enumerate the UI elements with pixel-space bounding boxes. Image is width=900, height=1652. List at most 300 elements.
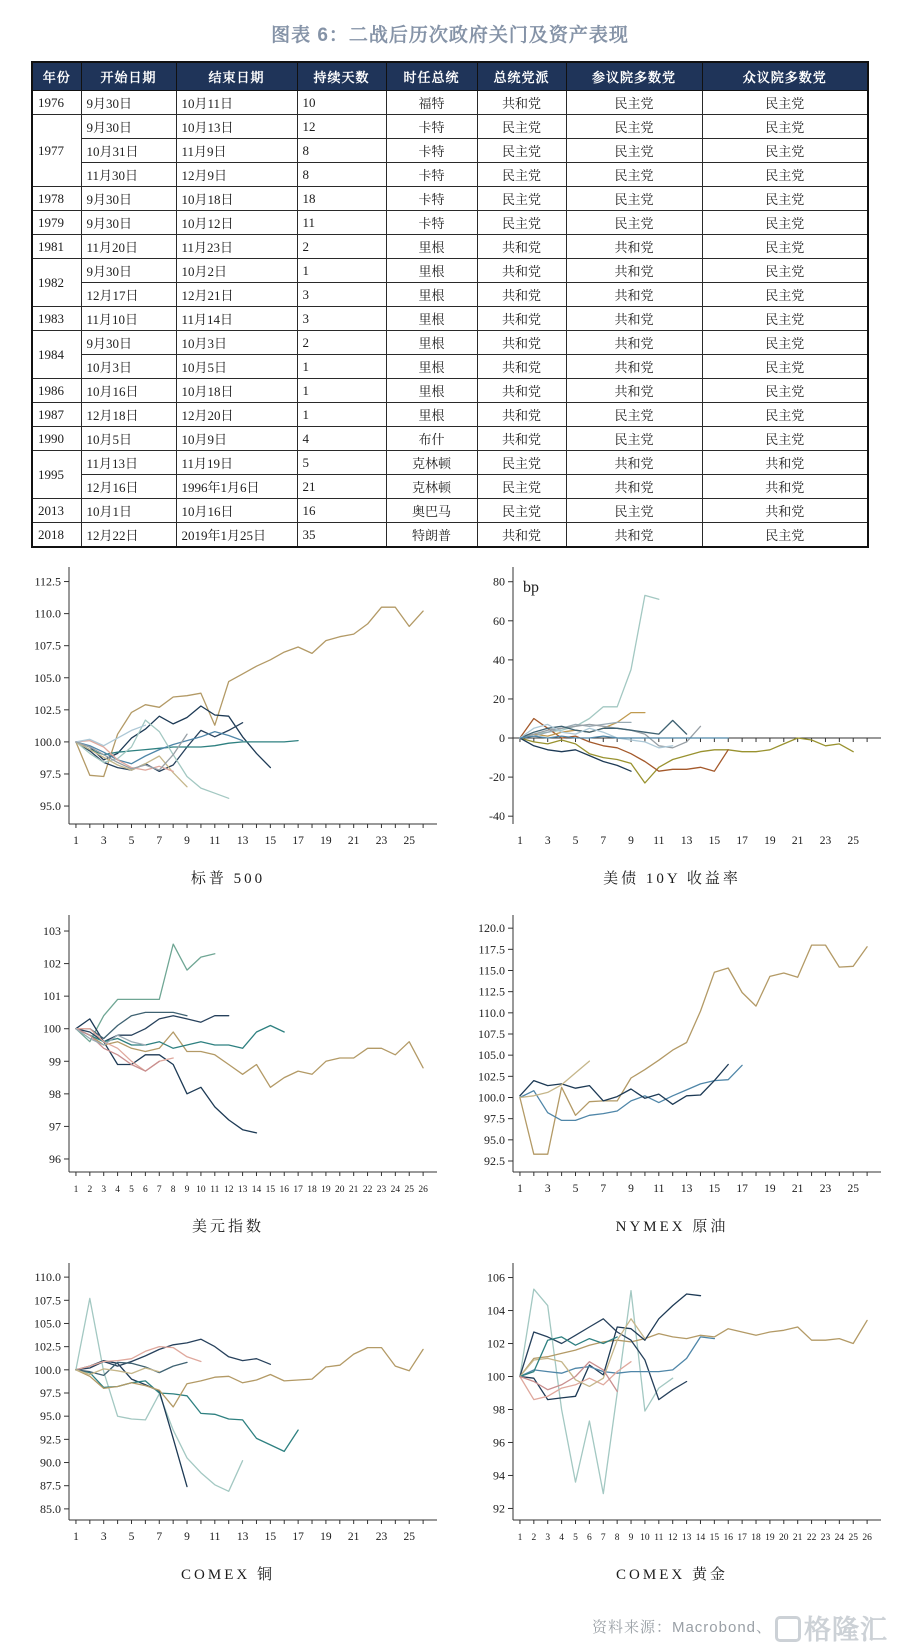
y-tick-label: 87.5 — [40, 1478, 61, 1493]
x-tick-label: 15 — [265, 1185, 276, 1195]
x-tick-label: 3 — [101, 1185, 107, 1195]
series-line — [76, 1026, 284, 1049]
source-text: 资料来源：Macrobond、 — [591, 1619, 772, 1636]
x-tick-label: 13 — [680, 835, 693, 847]
series-line — [76, 1298, 243, 1491]
x-tick-label: 8 — [170, 1185, 176, 1195]
series-group — [76, 1298, 423, 1491]
x-tick-label: 5 — [128, 1531, 135, 1543]
start-date-cell: 9月30日 — [81, 211, 176, 235]
house-majority-cell: 民主党 — [702, 403, 868, 427]
x-tick-label: 21 — [791, 1183, 804, 1195]
column-header: 时任总统 — [386, 62, 477, 91]
footer — [10, 1606, 890, 1652]
president-cell: 卡特 — [386, 139, 477, 163]
y-tick-label: 96 — [493, 1435, 505, 1450]
house-majority-cell: 民主党 — [702, 259, 868, 283]
table-row — [32, 331, 868, 355]
x-tick-label: 26 — [862, 1533, 872, 1543]
y-tick-label: 112.5 — [34, 574, 61, 589]
x-tick-label: 3 — [100, 1531, 107, 1543]
senate-majority-cell: 共和党 — [566, 307, 702, 331]
x-tick-label: 7 — [156, 835, 163, 847]
x-tick-label: 13 — [680, 1183, 693, 1195]
president-party-cell: 共和党 — [477, 523, 566, 548]
president-party-cell: 共和党 — [477, 403, 566, 427]
series-line — [76, 734, 187, 770]
x-tick-label: 4 — [115, 1185, 120, 1195]
x-tick-label: 23 — [820, 1533, 831, 1543]
senate-majority-cell: 民主党 — [566, 115, 702, 139]
x-tick-label: 25 — [403, 1531, 415, 1543]
duration-days-cell: 2 — [297, 235, 386, 259]
senate-majority-cell: 民主党 — [566, 403, 702, 427]
start-date-cell: 10月3日 — [81, 355, 176, 379]
president-cell: 里根 — [386, 331, 477, 355]
x-tick-label: 19 — [320, 1531, 332, 1543]
duration-days-cell: 10 — [297, 91, 386, 115]
y-tick-label: 85.0 — [40, 1501, 61, 1516]
start-date-cell: 10月5日 — [81, 427, 176, 451]
president-party-cell: 共和党 — [477, 379, 566, 403]
series-group — [76, 944, 423, 1133]
y-tick-label: 107.5 — [34, 1293, 61, 1308]
x-tick-label: 23 — [376, 1185, 387, 1195]
x-tick-label: 7 — [600, 835, 607, 847]
axes — [43, 915, 437, 1195]
president-party-cell: 共和党 — [477, 91, 566, 115]
y-tick-label: 106 — [487, 1270, 505, 1285]
y-tick-label: 102.5 — [478, 1069, 505, 1084]
y-tick-label: 104 — [487, 1303, 505, 1318]
duration-days-cell: 18 — [297, 187, 386, 211]
y-tick-label: 112.5 — [478, 984, 505, 999]
column-header: 总统党派 — [477, 62, 566, 91]
year-cell: 1995 — [32, 451, 81, 499]
x-tick-label: 21 — [792, 1533, 803, 1543]
x-tick-label: 4 — [559, 1533, 564, 1543]
year-cell: 1984 — [32, 331, 81, 379]
x-tick-label: 25 — [403, 835, 415, 847]
start-date-cell: 12月16日 — [81, 475, 176, 499]
series-line — [76, 944, 215, 1042]
chart-dxy — [13, 908, 443, 1208]
table-row — [32, 259, 868, 283]
end-date-cell: 10月12日 — [176, 211, 297, 235]
y-tick-label: -20 — [489, 770, 505, 785]
x-tick-label: 9 — [184, 835, 190, 847]
president-cell: 卡特 — [386, 187, 477, 211]
series-line — [76, 1019, 257, 1133]
senate-majority-cell: 民主党 — [566, 139, 702, 163]
end-date-cell: 11月14日 — [176, 307, 297, 331]
year-cell: 1981 — [32, 235, 81, 259]
year-cell: 1978 — [32, 187, 81, 211]
y-tick-label: 90.0 — [40, 1455, 61, 1470]
year-cell: 1977 — [32, 115, 81, 187]
senate-majority-cell: 民主党 — [566, 91, 702, 115]
house-majority-cell: 民主党 — [702, 331, 868, 355]
x-tick-label: 23 — [819, 1183, 832, 1195]
table-row — [32, 451, 868, 475]
senate-majority-cell: 共和党 — [566, 379, 702, 403]
president-party-cell: 共和党 — [477, 259, 566, 283]
y-tick-label: 98 — [49, 1086, 61, 1101]
start-date-cell: 10月31日 — [81, 139, 176, 163]
x-tick-label: 22 — [362, 1185, 373, 1195]
y-tick-label: 97 — [49, 1119, 61, 1134]
start-date-cell: 11月30日 — [81, 163, 176, 187]
x-tick-label: 24 — [390, 1185, 401, 1195]
x-tick-label: 21 — [348, 1185, 359, 1195]
chart-cell-ust10y — [454, 560, 890, 908]
table-row — [32, 427, 868, 451]
x-tick-label: 24 — [834, 1533, 845, 1543]
series-line — [520, 1065, 742, 1120]
axes — [34, 1263, 437, 1543]
start-date-cell: 9月30日 — [81, 259, 176, 283]
start-date-cell: 9月30日 — [81, 115, 176, 139]
y-tick-label: 105.0 — [34, 670, 61, 685]
series-line — [76, 1370, 298, 1452]
house-majority-cell: 民主党 — [702, 91, 868, 115]
end-date-cell: 12月9日 — [176, 163, 297, 187]
senate-majority-cell: 共和党 — [566, 475, 702, 499]
president-party-cell: 共和党 — [477, 331, 566, 355]
president-cell: 卡特 — [386, 115, 477, 139]
x-tick-label: 19 — [764, 835, 776, 847]
duration-days-cell: 2 — [297, 331, 386, 355]
x-tick-label: 16 — [279, 1185, 289, 1195]
x-tick-label: 11 — [210, 1185, 220, 1195]
y-tick-label: 98 — [493, 1402, 505, 1417]
duration-days-cell: 8 — [297, 163, 386, 187]
x-tick-label: 1 — [517, 1183, 523, 1195]
president-cell: 卡特 — [386, 211, 477, 235]
x-tick-label: 17 — [292, 1531, 304, 1543]
x-tick-label: 1 — [517, 835, 523, 847]
y-tick-label: 95.0 — [484, 1132, 505, 1147]
x-tick-label: 23 — [375, 835, 388, 847]
end-date-cell: 10月18日 — [176, 187, 297, 211]
president-cell: 里根 — [386, 403, 477, 427]
y-tick-label: 110.0 — [478, 1005, 505, 1020]
chart-cell-comex-copper — [10, 1256, 446, 1604]
axes — [489, 567, 881, 847]
x-tick-label: 1 — [73, 835, 79, 847]
senate-majority-cell: 民主党 — [566, 211, 702, 235]
axes — [478, 915, 881, 1195]
senate-majority-cell: 共和党 — [566, 355, 702, 379]
end-date-cell: 10月18日 — [176, 379, 297, 403]
table-row — [32, 355, 868, 379]
start-date-cell: 9月30日 — [81, 91, 176, 115]
series-line — [76, 732, 243, 764]
table-row — [32, 283, 868, 307]
y-tick-label: 60 — [493, 613, 505, 628]
table-row — [32, 523, 868, 548]
house-majority-cell: 民主党 — [702, 283, 868, 307]
senate-majority-cell: 共和党 — [566, 235, 702, 259]
table-header — [32, 62, 868, 91]
y-tick-label: 101 — [43, 989, 61, 1004]
x-tick-label: 11 — [209, 835, 221, 847]
y-tick-label: 100.0 — [34, 734, 61, 749]
series-line — [76, 1339, 271, 1370]
president-cell: 奥巴马 — [386, 499, 477, 523]
column-header: 结束日期 — [176, 62, 297, 91]
header-row — [32, 62, 868, 91]
x-tick-label: 15 — [264, 1531, 277, 1543]
x-tick-label: 7 — [156, 1185, 162, 1195]
y-tick-label: 20 — [493, 691, 505, 706]
y-tick-label: 94 — [493, 1468, 505, 1483]
series-line — [520, 1362, 631, 1400]
table-row — [32, 91, 868, 115]
table-row — [32, 139, 868, 163]
table-row — [32, 379, 868, 403]
x-tick-label: 5 — [573, 1533, 578, 1543]
chart-title-comex-gold: COMEX 黄金 — [616, 1567, 728, 1583]
x-tick-label: 15 — [708, 835, 721, 847]
x-tick-label: 21 — [347, 1531, 360, 1543]
president-party-cell: 共和党 — [477, 283, 566, 307]
x-tick-label: 12 — [667, 1533, 678, 1543]
x-tick-label: 19 — [320, 835, 332, 847]
x-tick-label: 16 — [723, 1533, 733, 1543]
senate-majority-cell: 共和党 — [566, 283, 702, 307]
y-tick-label: 100.0 — [34, 1362, 61, 1377]
x-tick-label: 11 — [654, 1533, 664, 1543]
chart-title-sp500: 标普 500 — [190, 871, 266, 887]
president-cell: 布什 — [386, 427, 477, 451]
x-tick-label: 15 — [708, 1183, 721, 1195]
senate-majority-cell: 共和党 — [566, 259, 702, 283]
duration-days-cell: 12 — [297, 115, 386, 139]
house-majority-cell: 共和党 — [702, 499, 868, 523]
year-cell: 1986 — [32, 379, 81, 403]
x-tick-label: 19 — [765, 1533, 775, 1543]
x-tick-label: 15 — [709, 1533, 720, 1543]
series-line — [520, 738, 631, 771]
y-tick-label: 0 — [499, 731, 505, 746]
x-tick-label: 7 — [600, 1533, 606, 1543]
x-tick-label: 13 — [681, 1533, 692, 1543]
y-tick-label: 120.0 — [478, 921, 505, 936]
x-tick-label: 17 — [736, 835, 748, 847]
column-header: 众议院多数党 — [702, 62, 868, 91]
senate-majority-cell: 民主党 — [566, 163, 702, 187]
table-row — [32, 163, 868, 187]
series-line — [520, 1294, 701, 1400]
year-cell: 2018 — [32, 523, 81, 548]
y-tick-label: 92 — [493, 1501, 505, 1516]
watermark-text: 格隆汇 — [804, 1615, 888, 1645]
duration-days-cell: 5 — [297, 451, 386, 475]
duration-days-cell: 3 — [297, 307, 386, 331]
x-tick-label: 26 — [418, 1185, 428, 1195]
duration-days-cell: 1 — [297, 403, 386, 427]
x-tick-label: 25 — [404, 1185, 414, 1195]
x-tick-label: 11 — [653, 835, 665, 847]
x-tick-label: 5 — [572, 835, 579, 847]
x-tick-label: 13 — [236, 1531, 249, 1543]
x-tick-label: 9 — [628, 1183, 634, 1195]
end-date-cell: 11月23日 — [176, 235, 297, 259]
president-cell: 里根 — [386, 307, 477, 331]
column-header: 年份 — [32, 62, 81, 91]
house-majority-cell: 民主党 — [702, 115, 868, 139]
x-tick-label: 8 — [614, 1533, 620, 1543]
x-tick-label: 9 — [184, 1531, 190, 1543]
x-tick-label: 19 — [764, 1183, 776, 1195]
table-row — [32, 211, 868, 235]
chart-cell-nymex-crude — [454, 908, 890, 1256]
start-date-cell: 11月10日 — [81, 307, 176, 331]
end-date-cell: 10月3日 — [176, 331, 297, 355]
x-tick-label: 23 — [819, 835, 832, 847]
senate-majority-cell: 民主党 — [566, 187, 702, 211]
y-tick-label: 92.5 — [40, 1432, 61, 1447]
y-tick-label: 110.0 — [34, 606, 61, 621]
start-date-cell: 10月16日 — [81, 379, 176, 403]
y-tick-label: 92.5 — [484, 1153, 505, 1168]
president-cell: 福特 — [386, 91, 477, 115]
president-cell: 里根 — [386, 259, 477, 283]
y-tick-label: 99 — [49, 1054, 61, 1069]
house-majority-cell: 民主党 — [702, 211, 868, 235]
president-party-cell: 民主党 — [477, 187, 566, 211]
president-cell: 里根 — [386, 379, 477, 403]
chart-title-dxy: 美元指数 — [191, 1219, 264, 1235]
x-tick-label: 25 — [847, 835, 859, 847]
y-tick-label: 102.5 — [34, 1339, 61, 1354]
x-tick-label: 19 — [321, 1185, 331, 1195]
x-tick-label: 18 — [751, 1533, 761, 1543]
y-tick-label: 105.0 — [478, 1048, 505, 1063]
end-date-cell: 10月9日 — [176, 427, 297, 451]
y-tick-label: 100 — [43, 1021, 61, 1036]
x-tick-label: 5 — [128, 835, 135, 847]
x-tick-label: 9 — [628, 835, 634, 847]
end-date-cell: 10月11日 — [176, 91, 297, 115]
president-party-cell: 共和党 — [477, 307, 566, 331]
x-tick-label: 9 — [184, 1185, 190, 1195]
house-majority-cell: 民主党 — [702, 187, 868, 211]
x-tick-label: 20 — [335, 1185, 345, 1195]
x-tick-label: 13 — [236, 835, 249, 847]
series-line — [520, 738, 853, 783]
president-party-cell: 民主党 — [477, 451, 566, 475]
president-party-cell: 共和党 — [477, 427, 566, 451]
chart-ust10y — [457, 560, 887, 860]
x-tick-label: 2 — [87, 1185, 93, 1195]
end-date-cell: 10月16日 — [176, 499, 297, 523]
chart-cell-comex-gold — [454, 1256, 890, 1604]
president-cell: 里根 — [386, 235, 477, 259]
y-tick-label: 100 — [487, 1369, 505, 1384]
start-date-cell: 10月1日 — [81, 499, 176, 523]
x-tick-label: 7 — [600, 1183, 607, 1195]
x-tick-label: 5 — [572, 1183, 579, 1195]
y-tick-label: 100.0 — [478, 1090, 505, 1105]
y-tick-label: 95.0 — [40, 799, 61, 814]
column-header: 持续天数 — [297, 62, 386, 91]
y-tick-label: 115.0 — [478, 963, 505, 978]
y-tick-label: 97.5 — [40, 1386, 61, 1400]
x-tick-label: 11 — [209, 1531, 221, 1543]
senate-majority-cell: 共和党 — [566, 523, 702, 548]
x-tick-label: 15 — [264, 835, 277, 847]
column-header: 开始日期 — [81, 62, 176, 91]
x-tick-label: 3 — [544, 1183, 551, 1195]
table-row — [32, 403, 868, 427]
x-tick-label: 9 — [628, 1533, 634, 1543]
duration-days-cell: 3 — [297, 283, 386, 307]
start-date-cell: 9月30日 — [81, 331, 176, 355]
series-group — [520, 1289, 867, 1494]
y-tick-label: 80 — [493, 574, 505, 589]
duration-days-cell: 35 — [297, 523, 386, 548]
axes — [487, 1263, 881, 1543]
end-date-cell: 10月2日 — [176, 259, 297, 283]
x-tick-label: 3 — [545, 1533, 551, 1543]
x-tick-label: 23 — [375, 1531, 388, 1543]
duration-days-cell: 1 — [297, 379, 386, 403]
x-tick-label: 17 — [292, 835, 304, 847]
start-date-cell: 9月30日 — [81, 187, 176, 211]
end-date-cell: 11月19日 — [176, 451, 297, 475]
y-tick-label: 102 — [43, 956, 61, 971]
x-tick-label: 17 — [737, 1533, 747, 1543]
chart-comex-gold — [457, 1256, 887, 1556]
start-date-cell: 12月18日 — [81, 403, 176, 427]
x-tick-label: 14 — [251, 1185, 262, 1195]
series-line — [76, 1348, 423, 1407]
chart-cell-dxy — [10, 908, 446, 1256]
watermark-icon — [775, 1616, 801, 1642]
y-tick-label: 40 — [493, 652, 505, 667]
series-group — [520, 595, 853, 783]
table-row — [32, 475, 868, 499]
president-party-cell: 民主党 — [477, 475, 566, 499]
senate-majority-cell: 共和党 — [566, 451, 702, 475]
table-row — [32, 235, 868, 259]
chart-title-ust10y: 美债 10Y 收益率 — [603, 871, 741, 887]
x-tick-label: 20 — [779, 1533, 789, 1543]
end-date-cell: 12月20日 — [176, 403, 297, 427]
year-cell: 1982 — [32, 259, 81, 307]
house-majority-cell: 民主党 — [702, 163, 868, 187]
x-tick-label: 2 — [531, 1533, 537, 1543]
senate-majority-cell: 民主党 — [566, 427, 702, 451]
senate-majority-cell: 共和党 — [566, 331, 702, 355]
shutdown-table — [31, 61, 869, 548]
house-majority-cell: 民主党 — [702, 379, 868, 403]
x-tick-label: 6 — [143, 1185, 148, 1195]
year-cell: 1990 — [32, 427, 81, 451]
president-cell: 卡特 — [386, 163, 477, 187]
end-date-cell: 10月13日 — [176, 115, 297, 139]
x-tick-label: 7 — [156, 1531, 163, 1543]
series-line — [520, 1065, 728, 1105]
x-tick-label: 1 — [517, 1533, 523, 1543]
watermark-logo — [775, 1608, 888, 1647]
y-tick-label: 107.5 — [478, 1026, 505, 1041]
y-tick-label: 103 — [43, 924, 61, 939]
president-party-cell: 民主党 — [477, 163, 566, 187]
figure-title: 图表 6：二战后历次政府关门及资产表现 — [271, 25, 629, 46]
